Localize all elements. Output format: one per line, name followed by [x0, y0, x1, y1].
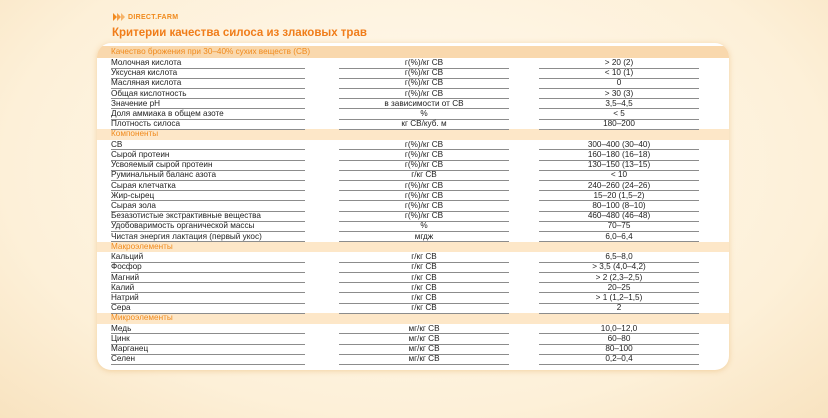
- table-row: [97, 283, 729, 293]
- parameter-cell: Марганец: [111, 344, 305, 355]
- table-row: [97, 273, 729, 283]
- logo-arrows-icon: [113, 12, 124, 22]
- value-cell: 10,0–12,0: [539, 324, 699, 335]
- value-cell: 6,0–6,4: [539, 232, 699, 243]
- value-cell: 80–100 (8–10): [539, 201, 699, 212]
- section-header: Качество брожения при 30–40% сухих веществ (СВ): [97, 46, 729, 58]
- table-row: [97, 201, 729, 211]
- value-cell: 460–480 (46–48): [539, 211, 699, 222]
- unit-cell: г/кг СВ: [339, 273, 509, 284]
- parameter-cell: Общая кислотность: [111, 89, 305, 100]
- parameter-cell: Калий: [111, 283, 305, 294]
- table-row: [97, 221, 729, 231]
- brand-name: DIRECT.FARM: [128, 13, 179, 21]
- unit-cell: г(%)/кг СВ: [339, 58, 509, 69]
- table-row: [97, 119, 729, 129]
- table-row: [97, 354, 729, 364]
- unit-cell: в зависимости от СВ: [339, 99, 509, 110]
- table-row: [97, 150, 729, 160]
- table-row: [97, 68, 729, 78]
- value-cell: 80–100: [539, 344, 699, 355]
- unit-cell: г(%)/кг СВ: [339, 140, 509, 151]
- unit-cell: мг/кг СВ: [339, 344, 509, 355]
- value-cell: 3,5–4,5: [539, 99, 699, 110]
- parameter-cell: Плотность силоса: [111, 119, 305, 130]
- value-cell: 60–80: [539, 334, 699, 345]
- value-cell: 15–20 (1,5–2): [539, 191, 699, 202]
- value-cell: < 10 (1): [539, 68, 699, 79]
- unit-cell: г/кг СВ: [339, 262, 509, 273]
- parameter-cell: Доля аммиака в общем азоте: [111, 109, 305, 120]
- unit-cell: г/кг СВ: [339, 252, 509, 263]
- table-row: [97, 99, 729, 109]
- unit-cell: мг/кг СВ: [339, 354, 509, 365]
- table-row: [97, 160, 729, 170]
- criteria-table: [97, 43, 729, 370]
- table-row: [97, 89, 729, 99]
- parameter-cell: Фосфор: [111, 262, 305, 273]
- parameter-cell: Сырая зола: [111, 201, 305, 212]
- parameter-cell: Медь: [111, 324, 305, 335]
- value-cell: > 3,5 (4,0–4,2): [539, 262, 699, 273]
- parameter-cell: Натрий: [111, 293, 305, 304]
- parameter-cell: Цинк: [111, 334, 305, 345]
- table-row: [97, 303, 729, 313]
- unit-cell: кг СВ/куб. м: [339, 119, 509, 130]
- value-cell: 20–25: [539, 283, 699, 294]
- unit-cell: г(%)/кг СВ: [339, 191, 509, 202]
- parameter-cell: Жир-сырец: [111, 191, 305, 202]
- section-header: Компоненты: [97, 129, 729, 140]
- unit-cell: мгдж: [339, 232, 509, 243]
- table-row: [97, 344, 729, 354]
- unit-cell: мг/кг СВ: [339, 334, 509, 345]
- table-row: [97, 170, 729, 180]
- table-row: [97, 191, 729, 201]
- value-cell: < 5: [539, 109, 699, 120]
- value-cell: 70–75: [539, 221, 699, 232]
- page-title: Критерии качества силоса из злаковых трав: [112, 27, 367, 39]
- brand-logo: [113, 12, 178, 22]
- table-row: [97, 78, 729, 88]
- unit-cell: г(%)/кг СВ: [339, 150, 509, 161]
- value-cell: 0: [539, 78, 699, 89]
- unit-cell: г(%)/кг СВ: [339, 160, 509, 171]
- unit-cell: г(%)/кг СВ: [339, 68, 509, 79]
- unit-cell: г(%)/кг СВ: [339, 181, 509, 192]
- parameter-cell: Значение рН: [111, 99, 305, 110]
- value-cell: < 10: [539, 170, 699, 181]
- parameter-cell: Удобоваримость органической массы: [111, 221, 305, 232]
- table-row: [97, 293, 729, 303]
- value-cell: > 30 (3): [539, 89, 699, 100]
- value-cell: 6,5–8,0: [539, 252, 699, 263]
- table-row: [97, 181, 729, 191]
- value-cell: 2: [539, 303, 699, 314]
- section-header: Макроэлементы: [97, 242, 729, 253]
- parameter-cell: СВ: [111, 140, 305, 151]
- parameter-cell: Масляная кислота: [111, 78, 305, 89]
- unit-cell: г/кг СВ: [339, 283, 509, 294]
- unit-cell: %: [339, 221, 509, 232]
- value-cell: 180–200: [539, 119, 699, 130]
- table-row: [97, 324, 729, 334]
- value-cell: 300–400 (30–40): [539, 140, 699, 151]
- section-header: Микроэлементы: [97, 313, 729, 324]
- parameter-cell: Усвояемый сырой протеин: [111, 160, 305, 171]
- parameter-cell: Сырая клетчатка: [111, 181, 305, 192]
- table-row: [97, 334, 729, 344]
- unit-cell: г(%)/кг СВ: [339, 201, 509, 212]
- table-row: [97, 232, 729, 242]
- parameter-cell: Уксусная кислота: [111, 68, 305, 79]
- table-row: [97, 252, 729, 262]
- value-cell: > 20 (2): [539, 58, 699, 69]
- unit-cell: г/кг СВ: [339, 293, 509, 304]
- parameter-cell: Селен: [111, 354, 305, 365]
- value-cell: 160–180 (16–18): [539, 150, 699, 161]
- parameter-cell: Безазотистые экстрактивные вещества: [111, 211, 305, 222]
- unit-cell: г/кг СВ: [339, 303, 509, 314]
- unit-cell: г(%)/кг СВ: [339, 211, 509, 222]
- table-row: [97, 58, 729, 68]
- value-cell: > 1 (1,2–1,5): [539, 293, 699, 304]
- table-row: [97, 109, 729, 119]
- unit-cell: мг/кг СВ: [339, 324, 509, 335]
- value-cell: > 2 (2,3–2,5): [539, 273, 699, 284]
- parameter-cell: Руминальный баланс азота: [111, 170, 305, 181]
- table-row: [97, 262, 729, 272]
- unit-cell: г(%)/кг СВ: [339, 78, 509, 89]
- value-cell: 240–260 (24–26): [539, 181, 699, 192]
- parameter-cell: Магний: [111, 273, 305, 284]
- table-row: [97, 211, 729, 221]
- parameter-cell: Молочная кислота: [111, 58, 305, 69]
- unit-cell: г(%)/кг СВ: [339, 89, 509, 100]
- parameter-cell: Кальций: [111, 252, 305, 263]
- parameter-cell: Чистая энергия лактация (первый укос): [111, 232, 305, 243]
- unit-cell: г/кг СВ: [339, 170, 509, 181]
- value-cell: 130–150 (13–15): [539, 160, 699, 171]
- table-row: [97, 140, 729, 150]
- parameter-cell: Сера: [111, 303, 305, 314]
- parameter-cell: Сырой протеин: [111, 150, 305, 161]
- unit-cell: %: [339, 109, 509, 120]
- value-cell: 0,2–0,4: [539, 354, 699, 365]
